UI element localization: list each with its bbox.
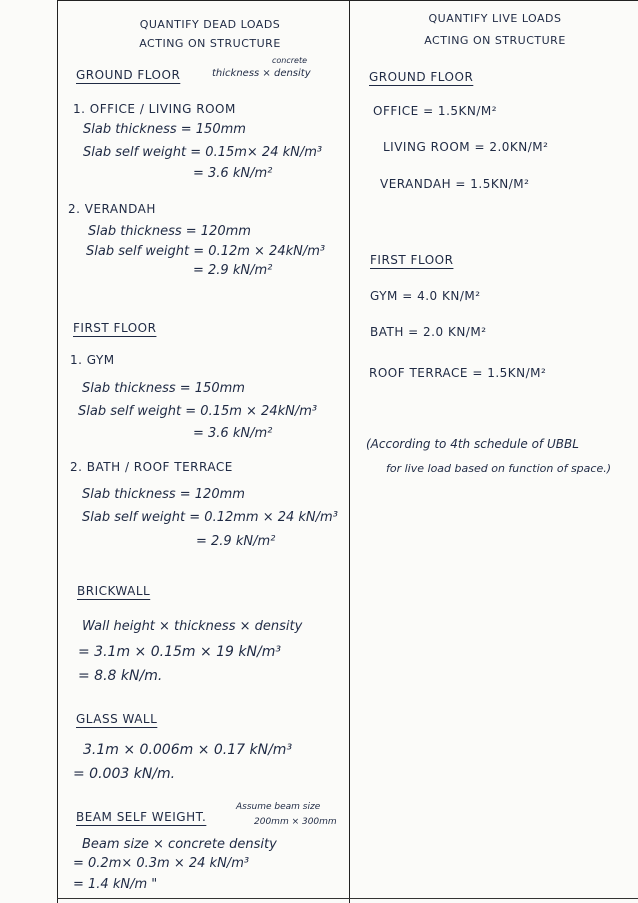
live-office: OFFICE = 1.5KN/M² [373, 104, 498, 118]
office-slab-result: = 3.6 kN/m² [193, 166, 273, 181]
gym-slab-result: = 3.6 kN/m² [193, 426, 273, 441]
bath-roof-terrace-title: 2. BATH / ROOF TERRACE [70, 460, 233, 474]
glass-wall-calc: 3.1m × 0.006m × 0.17 kN/m³ [83, 742, 293, 758]
live-gym: GYM = 4.0 KN/M² [370, 289, 481, 303]
live-bath: BATH = 2.0 KN/M² [370, 325, 487, 339]
live-verandah: VERANDAH = 1.5KN/M² [380, 177, 530, 191]
ubbl-note-line1: (According to 4th schedule of UBBL [366, 437, 579, 451]
live-roof-terrace: ROOF TERRACE = 1.5KN/M² [369, 366, 547, 380]
live-loads-title-line2: ACTING ON STRUCTURE [424, 34, 566, 47]
gym-slab-weight: Slab self weight = 0.15m × 24kN/m³ [78, 404, 318, 419]
formula-note: thickness × density [212, 68, 311, 79]
dead-loads-title-line2: ACTING ON STRUCTURE [139, 37, 281, 50]
brickwall-calc: = 3.1m × 0.15m × 19 kN/m³ [78, 644, 281, 660]
formula-note-concrete: concrete [272, 56, 308, 65]
beam-formula: Beam size × concrete density [82, 837, 277, 852]
beam-calc: = 0.2m× 0.3m × 24 kN/m³ [73, 856, 250, 871]
beam-size-note-line1: Assume beam size [236, 802, 321, 812]
verandah-slab-result: = 2.9 kN/m² [193, 263, 273, 278]
office-living-room-title: 1. OFFICE / LIVING ROOM [73, 102, 236, 116]
gym-title: 1. GYM [70, 353, 115, 367]
top-border [57, 0, 638, 1]
verandah-slab-weight: Slab self weight = 0.12m × 24kN/m³ [86, 244, 326, 259]
dead-loads-title-line1: QUANTIFY DEAD LOADS [139, 18, 281, 31]
glass-wall-heading: GLASS WALL [76, 712, 158, 726]
bottom-border [57, 898, 638, 899]
brickwall-heading: BRICKWALL [77, 584, 151, 598]
verandah-title: 2. VERANDAH [68, 202, 156, 216]
office-slab-weight: Slab self weight = 0.15m× 24 kN/m³ [83, 145, 323, 160]
dead-first-floor-heading: FIRST FLOOR [73, 321, 157, 335]
office-slab-thickness: Slab thickness = 150mm [83, 122, 246, 137]
live-living-room: LIVING ROOM = 2.0KN/M² [383, 140, 549, 154]
bath-slab-result: = 2.9 kN/m² [196, 534, 276, 549]
live-ground-floor-heading: GROUND FLOOR [369, 70, 474, 84]
live-first-floor-heading: FIRST FLOOR [370, 253, 454, 267]
brickwall-formula: Wall height × thickness × density [82, 619, 303, 634]
dead-ground-floor-heading: GROUND FLOOR [76, 68, 181, 82]
ubbl-note-line2: for live load based on function of space.) [386, 462, 612, 475]
live-loads-title-line1: QUANTIFY LIVE LOADS [428, 12, 562, 25]
beam-size-note-line2: 200mm × 300mm [254, 817, 337, 827]
gym-slab-thickness: Slab thickness = 150mm [82, 381, 245, 396]
bath-slab-weight: Slab self weight = 0.12mm × 24 kN/m³ [82, 510, 338, 525]
brickwall-result: = 8.8 kN/m. [78, 668, 163, 684]
verandah-slab-thickness: Slab thickness = 120mm [88, 224, 251, 239]
column-divider [349, 0, 350, 903]
bath-slab-thickness: Slab thickness = 120mm [82, 487, 245, 502]
beam-result: = 1.4 kN/m " [73, 877, 158, 892]
left-margin-line [57, 0, 58, 903]
glass-wall-result: = 0.003 kN/m. [73, 766, 176, 782]
beam-heading: BEAM SELF WEIGHT. [76, 810, 207, 824]
